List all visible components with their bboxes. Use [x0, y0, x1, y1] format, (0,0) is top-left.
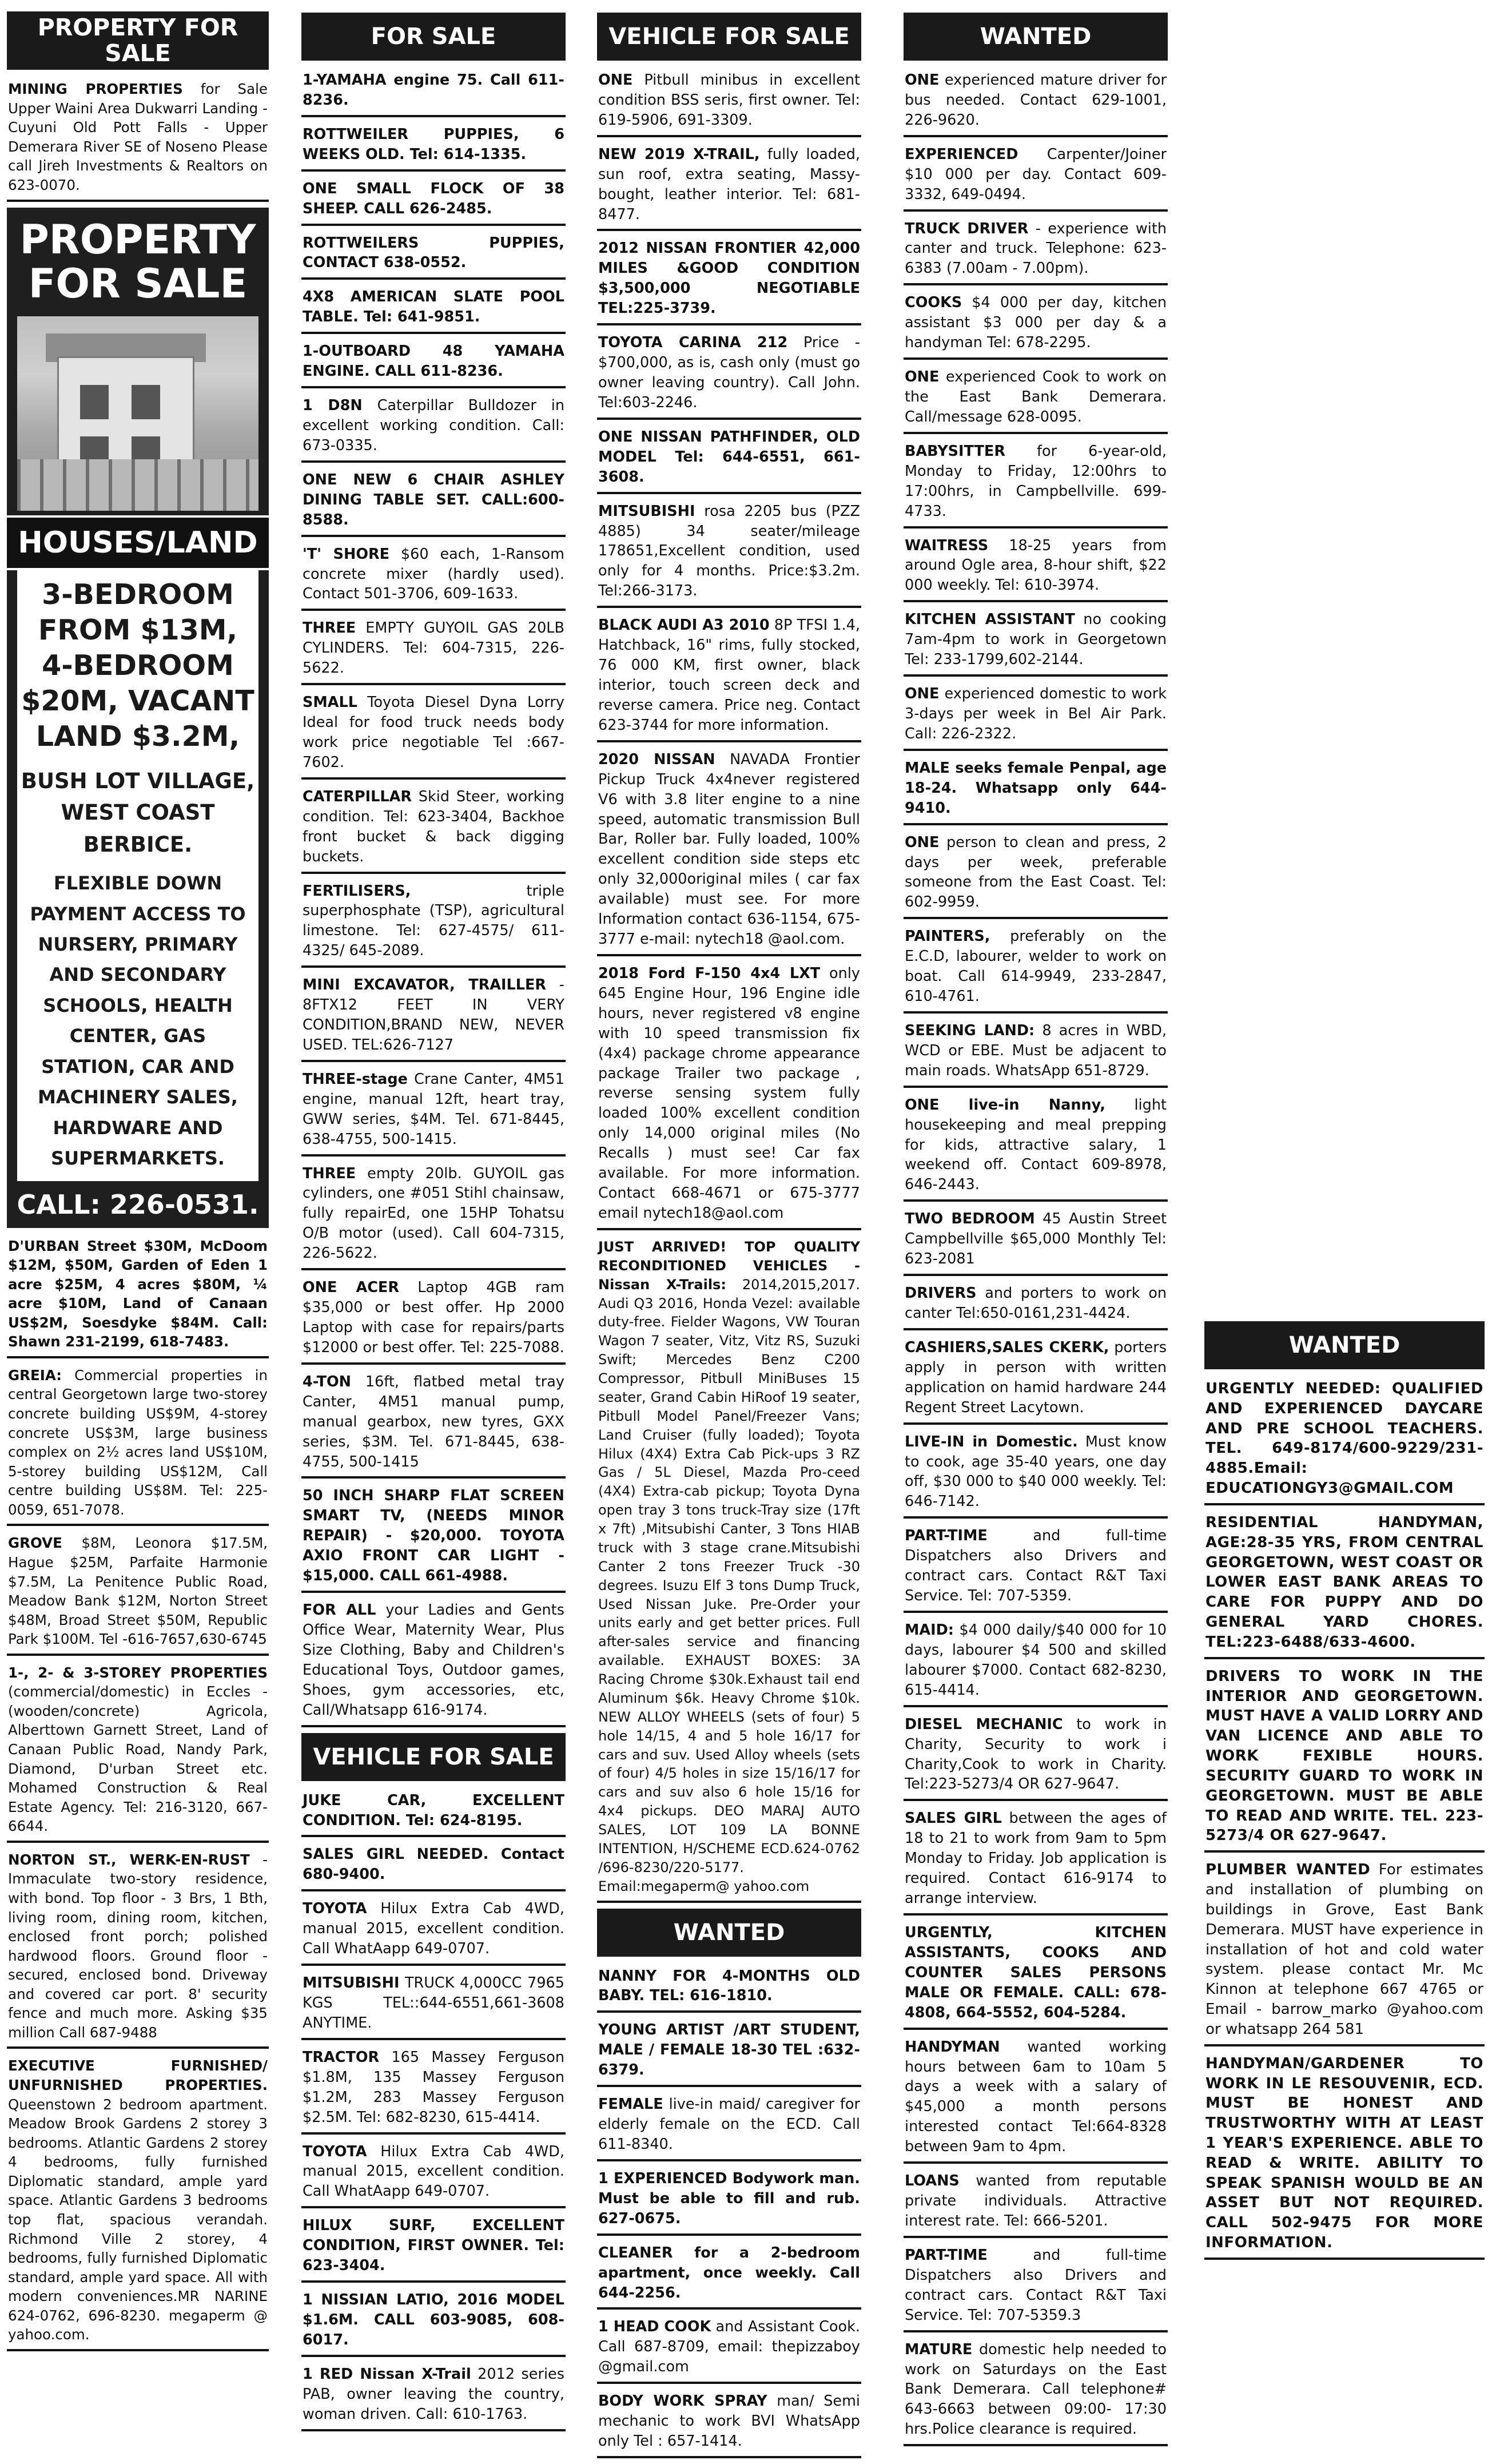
classified-ad: EXECUTIVE FURNISHED/ UNFURNISHED PROPERTIES. Queenstown 2 bedroom apartment. Meadow Brook Gardens 2 storey 3 bedrooms. Atlantic Gardens 2 storey 4 bedrooms, fully furnished Diplomatic standard, ample yard space. Atlantic Gardens 3 bedrooms top flat, spacious verandah. Richmond Ville 2 storey, 4 bedrooms, fully furnished Diplomatic standard, ample yard space. All with modern conveniences.MR NARINE 624-0762, 696-8230. megaperm @ yahoo.com.	[7, 2054, 269, 2351]
classified-ad: COOKS $4 000 per day, kitchen assistant $3 000 per day & a handyman Tel: 678-2295.	[904, 291, 1168, 360]
classified-ad: 1-, 2- & 3-STOREY PROPERTIES (commercial/domestic) in Eccles - (wooden/concrete) Agricola, Alberttown Garnett Street, Land of Canaan Public Road, Nandy Park, Diamond, D'urban Street etc. Mohamed Construction & Real Estate Agency. Tel: 216-3120, 667-6644.	[7, 1662, 269, 1843]
feature-title: PROPERTY FOR SALE	[19, 216, 256, 307]
section-header: WANTED	[904, 13, 1168, 61]
classified-ad: 1 RED Nissan X-Trail 2012 series PAB, owner leaving the country, woman driven. Call: 610-1763.	[301, 2363, 566, 2431]
classified-ad: ROTTWEILERS PUPPIES, CONTACT 638-0552.	[301, 232, 566, 280]
classified-ad: 1 D8N Caterpillar Bulldozer in excellent working condition. Call: 673-0335.	[301, 394, 566, 463]
classified-ad: 2012 NISSAN FRONTIER 42,000 MILES &GOOD CONDITION $3,500,000 NEGOTIABLE TEL:225-3739.	[597, 237, 861, 325]
classified-ad: D'URBAN Street $30M, McDoom $12M, $50M, Garden of Eden 1 acre $25M, 4 acres $80M, ¼ acre $10M, Land of Canaan US$2M, Soesdyke $84M. Call: Shawn 231-2199, 618-7483.	[7, 1235, 269, 1358]
classified-ad: CLEANER for a 2-bedroom apartment, once weekly. Call 644-2256.	[597, 2242, 861, 2310]
feature-ad	[7, 208, 269, 1228]
classified-ad: TOYOTA Hilux Extra Cab 4WD, manual 2015, excellent condition. Call WhatAapp 649-0707.	[301, 1897, 566, 1966]
classified-ad: HANDYMAN/GARDENER TO WORK IN LE RESOUVENIR, ECD. MUST BE HONEST AND TRUSTWORTHY WITH AT LEAST 1 YEAR'S EXPERIENCE. ABLE TO READ & WRITE. ABILITY TO SPEAK SPANISH WOULD BE AN ASSET BUT NOT REQUIRED. CALL 502-9475 FOR MORE INFORMATION.	[1204, 2052, 1485, 2260]
column-property	[7, 11, 269, 2357]
classified-ad: ONE SMALL FLOCK OF 38 SHEEP. CALL 626-2485.	[301, 177, 566, 226]
classified-ad: JUST ARRIVED! TOP QUALITY RECONDITIONED VEHICLES - Nissan X-Trails: 2014,2015,2017. Audi Q3 2016, Honda Vezel: available duty-free. Fielder Wagons, VW Touran Wagon 7 seater, Vitz, Vitz RS, Suzuki Swift; Mercedes Benz C200 Compressor, Pitbull MiniBuses 15 seater, Grand Cabin HiRoof 19 seater, Pitbull Model Panel/Freezer Vans; Land Cruiser (fully loaded); Toyota Hilux (4X4) Extra Cab Pick-ups 3 RZ Gas / 5L Diesel, Mazda Pro-ceed (4X4) Extra-cab pickup; Toyota Dyna open tray 3 tons truck-Tray size (17ft x 7ft) ,Mitsubishi Canter, 3 Tons HIAB truck with 3 stage crane.Mitsubishi Canter 2 tons Freezer Truck -30 degrees. Isuzu Elf 3 tons Dump Truck, Used Nissan Juke. Pre-Order your units early and get better prices. Full after-sales service and financing available. EXHAUST BOXES: 3A Racing Chrome $30k.Exhaust tail end Aluminum $6k. Heavy Chrome $10k. NEW ALLOY WHEELS (sets of four) 5 hole 14/15, 4 and 5 hole 16/17 for cars and suv. Used Alloy wheels (sets of four) 4/5 holes in size 15/16/17 for cars and suv also 6 hole 15/16 for 4x4 pickups. DEO MARAJ AUTO SALES, LOT 109 LA BONNE INTENTION, H/SCHEME ECD.624-0762 /696-8230/220-5177. Email:megaperm@ yahoo.com	[597, 1236, 861, 1903]
classified-ad: GROVE $8M, Leonora $17.5M, Hague $25M, Parfaite Harmonie $7.5M, La Penitence Public Road, Meadow Bank $12M, Norton Street $48M, Broad Street $50M, Republic Park $100M. Tel -616-7657,630-6745	[7, 1532, 269, 1655]
classified-ad: DRIVERS and porters to work on canter Tel:650-0161,231-4424.	[904, 1282, 1168, 1330]
classified-ad: 50 INCH SHARP FLAT SCREEN SMART TV, (NEEDS MINOR REPAIR) - $20,000. TOYOTA AXIO FRONT CAR LIGHT - $15,000. CALL 661-4988.	[301, 1484, 566, 1593]
column-wanted	[904, 13, 1168, 2452]
classified-ad: MATURE domestic help needed to work on Saturdays on the East Bank Demerara. Call telephone# 643-6663 between 09:00- 17:30 hrs.Police clearance is required.	[904, 2338, 1168, 2447]
classified-ad: CATERPILLAR Skid Steer, working condition. Tel: 623-3404, Backhoe front bucket & back digging buckets.	[301, 785, 566, 874]
house-photo	[17, 316, 258, 511]
classified-ad: DRIVERS TO WORK IN THE INTERIOR AND GEORGETOWN. MUST HAVE A VALID LORRY AND VAN LICENCE AND ABLE TO WORK FEXIBLE HOURS. SECURITY GUARD TO WORK IN GEORGETOWN. MUST BE ABLE TO READ AND WRITE. TEL. 223-5273/4 OR 627-9647.	[1204, 1665, 1485, 1853]
classified-ad: ROTTWEILER PUPPIES, 6 WEEKS OLD. Tel: 614-1335.	[301, 123, 566, 172]
classified-ad: ONE experienced Cook to work on the East Bank Demerara. Call/message 628-0095.	[904, 365, 1168, 434]
classified-ad: SALES GIRL NEEDED. Contact 680-9400.	[301, 1843, 566, 1891]
classified-ad: PART-TIME and full-time Dispatchers also Drivers and contract cars. Contact R&T Taxi Service. Tel: 707-5359.3	[904, 2244, 1168, 2332]
classified-ad: RESIDENTIAL HANDYMAN, AGE:28-35 YRS, FROM CENTRAL GEORGETOWN, WEST COAST OR LOWER EAST BANK AREAS TO CARE FOR PUPPY AND DO GENERAL YARD CHORES. TEL:223-6488/633-4600.	[1204, 1511, 1485, 1659]
classified-ad: SALES GIRL between the ages of 18 to 21 to work from 9am to 5pm Monday to Friday. Job application is required. Contact 616-9174 to arrange interview.	[904, 1807, 1168, 1915]
classified-ad: THREE-stage Crane Canter, 4M51 engine, manual 12ft, heart tray, GWW series, $4M. Tel. 671-8445, 638-4755, 500-1415.	[301, 1068, 566, 1157]
classified-ad: ONE NISSAN PATHFINDER, OLD MODEL Tel: 644-6551, 661-3608.	[597, 426, 861, 494]
classified-ad: DIESEL MECHANIC to work in Charity, Security to work i Charity,Cook to work in Charity. Tel:223-5273/4 OR 627-9647.	[904, 1713, 1168, 1802]
classified-ad: JUKE CAR, EXCELLENT CONDITION. Tel: 624-8195.	[301, 1789, 566, 1838]
classified-ad: ONE person to clean and press, 2 days per week, preferable someone from the East Coast. Tel: 602-9959.	[904, 831, 1168, 920]
classified-ad: SMALL Toyota Diesel Dyna Lorry Ideal for food truck needs body work price negotiable Tel :667-7602.	[301, 691, 566, 780]
classified-ad: 'T' SHORE $60 each, 1-Ransom concrete mixer (hardly used). Contact 501-3706, 609-1633.	[301, 543, 566, 611]
classified-ad: BABYSITTER for 6-year-old, Monday to Friday, 12:00hrs to 17:00hrs, in Campbellville. 699-4733.	[904, 440, 1168, 528]
classified-ad: URGENTLY NEEDED: QUALIFIED AND EXPERIENCED DAYCARE AND PRE SCHOOL TEACHERS. TEL. 649-8174/600-9229/231-4885.Email: EDUCATIONGY3@GMAIL.COM	[1204, 1377, 1485, 1505]
column-for-sale	[301, 13, 566, 2437]
classified-ad: FERTILISERS, triple superphosphate (TSP), agricultural limestone. Tel: 627-4575/ 611-4325/ 645-2089.	[301, 880, 566, 968]
classified-ad: 1 NISSIAN LATIO, 2016 MODEL $1.6M. CALL 603-9085, 608-6017.	[301, 2288, 566, 2357]
feature-body: 3-BEDROOM FROM $13M, 4-BEDROOM $20M, VACANT LAND $3.2M, BUSH LOT VILLAGE, WEST COAST BERBICE. FLEXIBLE DOWN PAYMENT ACCESS TO NURSERY, PRIMARY AND SECONDARY SCHOOLS, HEALTH CENTER, GAS STATION, CAR AND MACHINERY SALES, HARDWARE AND SUPERMARKETS.	[17, 570, 258, 1181]
classified-ad: ONE NEW 6 CHAIR ASHLEY DINING TABLE SET. CALL:600-8588.	[301, 468, 566, 537]
column-wanted-2	[1204, 1321, 1485, 2266]
classified-ad: LIVE-IN in Domestic. Must know to cook, age 35-40 years, one day off, $30 000 to $40 000 weekly. Tel: 646-7142.	[904, 1430, 1168, 1519]
classified-ad: NEW 2019 X-TRAIL, fully loaded, sun roof, extra seating, Massy-bought, leather interior. Tel: 681-8477.	[597, 143, 861, 232]
classified-ad: ONE experienced domestic to work 3-days per week in Bel Air Park. Call: 226-2322.	[904, 682, 1168, 751]
classified-ad: 1-YAMAHA engine 75. Call 611-8236.	[301, 69, 566, 117]
feature-subheader: HOUSES/LAND	[7, 515, 269, 570]
classified-ad: ONE Pitbull minibus in excellent condition BSS seris, first owner. Tel: 619-5906, 691-3309.	[597, 69, 861, 137]
classified-ad: ONE experienced mature driver for bus needed. Contact 629-1001, 226-9620.	[904, 69, 1168, 137]
section-header: PROPERTY FOR SALE	[7, 11, 269, 70]
section-header: VEHICLE FOR SALE	[301, 1733, 566, 1781]
classified-ad: MITSUBISHI rosa 2205 bus (PZZ 4885) 34 seater/mileage 178651,Excellent condition, used only for 4 months. Price:$3.2m. Tel:266-3173.	[597, 500, 861, 609]
classified-ad: MINI EXCAVATOR, TRAILLER - 8FTX12 FEET IN VERY CONDITION,BRAND NEW, NEVER USED. TEL:626-7127	[301, 973, 566, 1062]
classified-ad: THREE empty 20lb. GUYOIL gas cylinders, one #051 Stihl chainsaw, fully repairEd, one 15HP Tohatsu O/B motor (used). Call 604-7315, 226-5622.	[301, 1162, 566, 1271]
classified-ad: LOANS wanted from reputable private individuals. Attractive interest rate. Tel: 666-5201.	[904, 2169, 1168, 2238]
classified-ad: GREIA: Commercial properties in central Georgetown large two-storey concrete building US$9M, 4-storey concrete US$3M, large business complex on 2½ acres land US$10M, 5-storey building US$12M, Call centre building US$8M. Tel: 225-0059, 651-7078.	[7, 1364, 269, 1527]
classified-ad: 2018 Ford F-150 4x4 LXT only 645 Engine Hour, 196 Engine idle hours, never registered v8 engine with 10 speed transmission fix (4x4) package chrome appearance package Trailer two package , reverse sensing system fully loaded 100% excellent condition only 14,000 original miles (No Recalls ) must see! Car fax available. For more information. Contact 668-4671 or 675-3777 email nytech18@aol.com	[597, 962, 861, 1230]
section-header: VEHICLE FOR SALE	[597, 13, 861, 61]
classified-ad: 1-OUTBOARD 48 YAMAHA ENGINE. CALL 611-8236.	[301, 340, 566, 388]
classified-ad: NANNY FOR 4-MONTHS OLD BABY. TEL: 616-1810.	[597, 1965, 861, 2013]
classified-ad: NORTON ST., WERK-EN-RUST - Immaculate two-story residence, with bond. Top floor - 3 Brs, 1 Bth, living room, dining room, kitchen, enclosed front porch; polished hardwood floors. Ground floor - secured, enclosed bond. Driveway and covered car port. 8' security fence and much more. Asking $35 million Call 687-9488	[7, 1849, 269, 2049]
classified-ad: PAINTERS, preferably on the E.C.D, labourer, welder to work on boat. Call 614-9949, 233-2847, 610-4761.	[904, 925, 1168, 1014]
classified-ad: EXPERIENCED Carpenter/Joiner $10 000 per day. Contact 609-3332, 649-0494.	[904, 143, 1168, 212]
classified-ad: BODY WORK SPRAY man/ Semi mechanic to work BVI WhatsApp only Tel : 657-1414.	[597, 2390, 861, 2458]
classified-ad: ONE ACER Laptop 4GB ram $35,000 or best offer. Hp 2000 Laptop with case for repairs/parts $12000 or best offer. Tel: 225-7088.	[301, 1276, 566, 1365]
classified-ad: TRACTOR 165 Massey Ferguson $1.8M, 135 Massey Ferguson $1.2M, 283 Massey Ferguson $2.5M. Tel: 682-8230, 615-4414.	[301, 2046, 566, 2135]
section-header: FOR SALE	[301, 13, 566, 61]
classified-ad: MAID: $4 000 daily/$40 000 for 10 days, labourer $4 500 and skilled labourer $7000. Contact 682-8230, 615-4414.	[904, 1619, 1168, 1707]
classified-ad: TOYOTA Hilux Extra Cab 4WD, manual 2015, excellent condition. Call WhatAapp 649-0707.	[301, 2140, 566, 2209]
classified-ad: CASHIERS,SALES CKERK, porters apply in person with written application on hamid hardware 244 Regent Street Lacytown.	[904, 1336, 1168, 1425]
classified-ad: HILUX SURF, EXCELLENT CONDITION, FIRST OWNER. Tel: 623-3404.	[301, 2214, 566, 2283]
classified-ad: PLUMBER WANTED For estimates and installation of plumbing on buildings in Grove, East Bank Demerara. MUST have experience in installation of hot and cold water system. please contact Mr. Mc Kinnon at telephone 667 4765 or Email - barrow_marko @yahoo.com or whatsapp 264 581	[1204, 1858, 1485, 2046]
classified-ad: 4X8 AMERICAN SLATE POOL TABLE. Tel: 641-9851.	[301, 285, 566, 334]
classified-ad: FEMALE live-in maid/ caregiver for elderly female on the ECD. Call 611-8340.	[597, 2093, 861, 2161]
classified-ad: MINING PROPERTIES for Sale Upper Waini Area Dukwarri Landing -Cuyuni Old Pott Falls - Upper Demerara River SE of Noseno Please call Jireh Investments & Realtors on 623-0070.	[7, 78, 269, 201]
feature-call: CALL: 226-0531.	[17, 1189, 259, 1220]
classified-ad: 1 EXPERIENCED Bodywork man. Must be able to fill and rub. 627-0675.	[597, 2167, 861, 2236]
classified-ad: BLACK AUDI A3 2010 8P TFSI 1.4, Hatchback, 16" rims, fully stocked, 76 000 KM, first owner, black interior, touch screen deck and reverse camera. Price neg. Contact 623-3744 for more information.	[597, 614, 861, 742]
section-header: WANTED	[597, 1909, 861, 1957]
classified-ad: YOUNG ARTIST /ART STUDENT, MALE / FEMALE 18-30 TEL :632-6379.	[597, 2018, 861, 2087]
classified-ad: KITCHEN ASSISTANT no cooking 7am-4pm to work in Georgetown Tel: 233-1799,602-2144.	[904, 608, 1168, 677]
section-header: WANTED	[1204, 1321, 1485, 1369]
column-vehicle-for-sale	[597, 13, 861, 2464]
classified-ad: THREE EMPTY GUYOIL GAS 20LB CYLINDERS. Tel: 604-7315, 226-5622.	[301, 617, 566, 685]
classified-ad: SEEKING LAND: 8 acres in WBD, WCD or EBE. Must be adjacent to main roads. WhatsApp 651-8729.	[904, 1019, 1168, 1088]
classified-ad: FOR ALL your Ladies and Gents Office Wear, Maternity Wear, Plus Size Clothing, Baby and Children's Educational Toys, Outdoor games, Shoes, gym accessories, etc, Call/Whatsapp 616-9174.	[301, 1599, 566, 1727]
classified-ad: 2020 NISSAN NAVADA Frontier Pickup Truck 4x4never registered V6 with 3.8 liter engine to a nine speed, automatic transmission Bull Bar, Roller bar. Fully loaded, 100% excellent condition side steps etc only 32,000original miles ( car fax available) must see. For more Information contact 636-1154, 675-3777 e-mail: nytech18 @aol.com.	[597, 748, 861, 956]
classified-ad: TWO BEDROOM 45 Austin Street Campbellville $65,000 Monthly Tel: 623-2081	[904, 1207, 1168, 1276]
classified-ad: WAITRESS 18-25 years from around Ogle area, 8-hour shift, $22 000 weekly. Tel: 610-3974.	[904, 534, 1168, 603]
classified-ad: 1 HEAD COOK and Assistant Cook. Call 687-8709, email: thepizzaboy @gmail.com	[597, 2315, 861, 2384]
classified-ad: 4-TON 16ft, flatbed metal tray Canter, 4M51 manual pump, manual gearbox, new tyres, GXX series, $3M. Tel. 671-8445, 638-4755, 500-1415	[301, 1370, 566, 1479]
classified-ad: TOYOTA CARINA 212 Price - $700,000, as is, cash only (must go owner leaving country). Call John. Tel:603-2246.	[597, 331, 861, 420]
classified-ad: HANDYMAN wanted working hours between 6am to 10am 5 days a week with a salary of $45,000 a month persons interested contact Tel:664-8328 between 9am to 4pm.	[904, 2036, 1168, 2164]
classified-ad: URGENTLY, KITCHEN ASSISTANTS, COOKS AND COUNTER SALES PERSONS MALE OR FEMALE. CALL: 678-4808, 664-5552, 604-5284.	[904, 1921, 1168, 2030]
classified-ad: MALE seeks female Penpal, age 18-24. Whatsapp only 644-9410.	[904, 757, 1168, 825]
classified-ad: MITSUBISHI TRUCK 4,000CC 7965 KGS TEL::644-6551,661-3608 ANYTIME.	[301, 1972, 566, 2040]
classified-ad: PART-TIME and full-time Dispatchers also Drivers and contract cars. Contact R&T Taxi Service. Tel: 707-5359.	[904, 1524, 1168, 1613]
classified-ad: ONE live-in Nanny, light housekeeping and meal prepping for kids, attractive salary, 1 weekend off. Contact 609-8978, 646-2443.	[904, 1094, 1168, 1202]
classified-ad: TRUCK DRIVER - experience with canter and truck. Telephone: 623-6383 (7.00am - 7.00pm).	[904, 217, 1168, 286]
